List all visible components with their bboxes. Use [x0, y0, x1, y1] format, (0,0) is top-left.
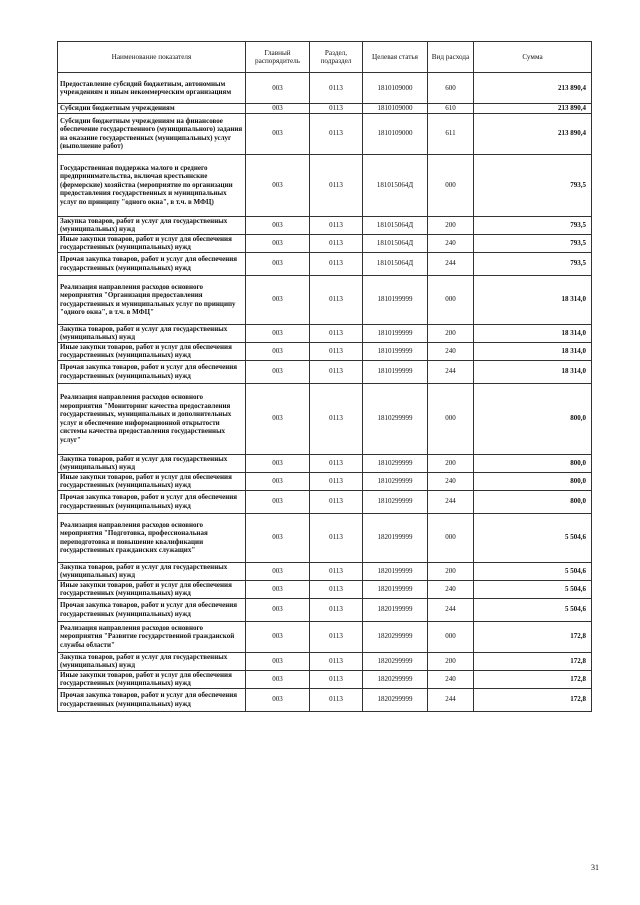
row-name: Закупка товаров, работ и услуг для государственных (муниципальных) нужд: [58, 562, 246, 580]
row-manager: 003: [246, 652, 310, 670]
row-target: 1810299999: [363, 454, 428, 472]
row-section: 0113: [310, 621, 363, 652]
row-manager: 003: [246, 234, 310, 252]
table-row: [58, 580, 592, 598]
row-sum: 793,5: [474, 234, 592, 252]
row-expense: 244: [428, 688, 474, 711]
row-target: 1810199999: [363, 342, 428, 360]
row-sum: 172,8: [474, 670, 592, 688]
row-expense: 000: [428, 383, 474, 454]
row-name: Субсидии бюджетным учреждениям на финансовое обеспечение государственного (муниципального) задания на оказание государственных (муниципальных) услуг (выполнение работ): [58, 113, 246, 154]
row-section: 0113: [310, 598, 363, 621]
row-expense: 244: [428, 598, 474, 621]
row-sum: 800,0: [474, 490, 592, 513]
row-manager: 003: [246, 472, 310, 490]
row-manager: 003: [246, 360, 310, 383]
row-sum: 793,5: [474, 154, 592, 216]
table-row: [58, 234, 592, 252]
row-expense: 611: [428, 113, 474, 154]
row-section: 0113: [310, 275, 363, 324]
row-target: 1820299999: [363, 688, 428, 711]
row-manager: 003: [246, 252, 310, 275]
row-name: Закупка товаров, работ и услуг для государственных (муниципальных) нужд: [58, 652, 246, 670]
table-row: [58, 513, 592, 562]
row-target: 1810199999: [363, 360, 428, 383]
row-manager: 003: [246, 670, 310, 688]
table-row: [58, 562, 592, 580]
table-row: [58, 454, 592, 472]
row-sum: 800,0: [474, 383, 592, 454]
row-manager: 003: [246, 324, 310, 342]
row-name: Закупка товаров, работ и услуг для государственных (муниципальных) нужд: [58, 216, 246, 234]
row-sum: 213 890,4: [474, 73, 592, 104]
row-sum: 5 504,6: [474, 598, 592, 621]
row-section: 0113: [310, 342, 363, 360]
row-target: 1810199999: [363, 275, 428, 324]
table-row: [58, 670, 592, 688]
row-expense: 240: [428, 234, 474, 252]
header-name: Наименование показателя: [58, 42, 246, 73]
row-manager: 003: [246, 275, 310, 324]
row-expense: 000: [428, 513, 474, 562]
row-section: 0113: [310, 113, 363, 154]
row-expense: 240: [428, 670, 474, 688]
row-expense: 244: [428, 360, 474, 383]
row-sum: 213 890,4: [474, 113, 592, 154]
row-name: Реализация направления расходов основного мероприятия "Развитие государственной гражданской службы области": [58, 621, 246, 652]
row-section: 0113: [310, 73, 363, 104]
row-target: 1810199999: [363, 324, 428, 342]
table-row: [58, 652, 592, 670]
row-target: 181015064Д: [363, 252, 428, 275]
row-sum: 793,5: [474, 216, 592, 234]
row-section: 0113: [310, 104, 363, 114]
row-target: 1820299999: [363, 670, 428, 688]
row-name: Прочая закупка товаров, работ и услуг для обеспечения государственных (муниципальных) нужд: [58, 490, 246, 513]
row-name: Реализация направления расходов основного мероприятия "Мониторинг качества предоставления государственных, муниципальных и дополнительных услуг и обеспечение информационной открытости системы качества предоставления государственных услуг": [58, 383, 246, 454]
table-row: [58, 598, 592, 621]
row-sum: 213 890,4: [474, 104, 592, 114]
row-section: 0113: [310, 580, 363, 598]
row-target: 1820299999: [363, 652, 428, 670]
row-section: 0113: [310, 252, 363, 275]
header-expense: Вид расхода: [428, 42, 474, 73]
row-sum: 18 314,0: [474, 342, 592, 360]
row-section: 0113: [310, 490, 363, 513]
row-sum: 18 314,0: [474, 324, 592, 342]
row-manager: 003: [246, 73, 310, 104]
row-section: 0113: [310, 324, 363, 342]
row-sum: 172,8: [474, 621, 592, 652]
row-section: 0113: [310, 513, 363, 562]
row-sum: 172,8: [474, 652, 592, 670]
table-row: [58, 113, 592, 154]
row-name: Иные закупки товаров, работ и услуг для обеспечения государственных (муниципальных) нужд: [58, 472, 246, 490]
row-expense: 240: [428, 472, 474, 490]
row-target: 1820199999: [363, 598, 428, 621]
row-section: 0113: [310, 383, 363, 454]
table-row: [58, 104, 592, 114]
row-sum: 5 504,6: [474, 580, 592, 598]
table-row: [58, 252, 592, 275]
row-sum: 800,0: [474, 472, 592, 490]
row-name: Предоставление субсидий бюджетным, автономным учреждениям и иным некоммерческим организациям: [58, 73, 246, 104]
row-section: 0113: [310, 360, 363, 383]
table-row: [58, 154, 592, 216]
row-section: 0113: [310, 234, 363, 252]
row-manager: 003: [246, 598, 310, 621]
row-name: Иные закупки товаров, работ и услуг для обеспечения государственных (муниципальных) нужд: [58, 342, 246, 360]
row-target: 1810109000: [363, 104, 428, 114]
header-sum: Сумма: [474, 42, 592, 73]
row-expense: 000: [428, 621, 474, 652]
row-name: Прочая закупка товаров, работ и услуг для обеспечения государственных (муниципальных) нужд: [58, 598, 246, 621]
row-target: 1820199999: [363, 562, 428, 580]
row-target: 1810109000: [363, 113, 428, 154]
row-manager: 003: [246, 513, 310, 562]
row-sum: 18 314,0: [474, 275, 592, 324]
row-name: Прочая закупка товаров, работ и услуг для обеспечения государственных (муниципальных) нужд: [58, 252, 246, 275]
row-expense: 200: [428, 324, 474, 342]
page-number: 31: [591, 863, 599, 872]
row-manager: 003: [246, 342, 310, 360]
header-section: Раздел, подраздел: [310, 42, 363, 73]
row-name: Закупка товаров, работ и услуг для государственных (муниципальных) нужд: [58, 324, 246, 342]
row-section: 0113: [310, 216, 363, 234]
row-section: 0113: [310, 154, 363, 216]
row-manager: 003: [246, 621, 310, 652]
row-manager: 003: [246, 104, 310, 114]
row-manager: 003: [246, 113, 310, 154]
row-manager: 003: [246, 562, 310, 580]
row-target: 181015064Д: [363, 234, 428, 252]
row-target: 1810299999: [363, 472, 428, 490]
row-expense: 244: [428, 252, 474, 275]
row-expense: 610: [428, 104, 474, 114]
row-expense: 000: [428, 275, 474, 324]
table-row: [58, 383, 592, 454]
row-section: 0113: [310, 562, 363, 580]
budget-table: [57, 41, 592, 712]
row-target: 181015064Д: [363, 154, 428, 216]
row-expense: 240: [428, 342, 474, 360]
row-target: 1810299999: [363, 383, 428, 454]
table-row: [58, 688, 592, 711]
table-header-row: [58, 42, 592, 73]
row-name: Субсидии бюджетным учреждениям: [58, 104, 246, 114]
row-name: Прочая закупка товаров, работ и услуг для обеспечения государственных (муниципальных) нужд: [58, 688, 246, 711]
row-sum: 793,5: [474, 252, 592, 275]
row-sum: 5 504,6: [474, 562, 592, 580]
row-target: 1810299999: [363, 490, 428, 513]
row-expense: 240: [428, 580, 474, 598]
row-manager: 003: [246, 383, 310, 454]
row-name: Прочая закупка товаров, работ и услуг для обеспечения государственных (муниципальных) нужд: [58, 360, 246, 383]
row-sum: 5 504,6: [474, 513, 592, 562]
row-expense: 600: [428, 73, 474, 104]
row-expense: 244: [428, 490, 474, 513]
row-section: 0113: [310, 652, 363, 670]
row-manager: 003: [246, 216, 310, 234]
table-row: [58, 216, 592, 234]
row-expense: 200: [428, 216, 474, 234]
row-expense: 200: [428, 652, 474, 670]
row-section: 0113: [310, 688, 363, 711]
row-manager: 003: [246, 580, 310, 598]
table-row: [58, 275, 592, 324]
row-manager: 003: [246, 490, 310, 513]
row-section: 0113: [310, 472, 363, 490]
row-section: 0113: [310, 670, 363, 688]
row-manager: 003: [246, 454, 310, 472]
row-target: 181015064Д: [363, 216, 428, 234]
row-target: 1810109000: [363, 73, 428, 104]
table-row: [58, 73, 592, 104]
table-row: [58, 621, 592, 652]
table-row: [58, 360, 592, 383]
row-name: Государственная поддержка малого и среднего предпринимательства, включая крестьянские (фермерские) хозяйства (мероприятие по организации предоставления государственных и муниципальных услуг по принципу "одного окна", в т.ч. в МФЦ): [58, 154, 246, 216]
row-target: 1820199999: [363, 513, 428, 562]
row-name: Иные закупки товаров, работ и услуг для обеспечения государственных (муниципальных) нужд: [58, 580, 246, 598]
row-name: Реализация направления расходов основного мероприятия "Подготовка, профессиональная переподготовка и повышение квалификации государственных гражданских служащих": [58, 513, 246, 562]
table-row: [58, 342, 592, 360]
row-target: 1820299999: [363, 621, 428, 652]
row-manager: 003: [246, 154, 310, 216]
row-name: Закупка товаров, работ и услуг для государственных (муниципальных) нужд: [58, 454, 246, 472]
row-target: 1820199999: [363, 580, 428, 598]
header-target: Целевая статья: [363, 42, 428, 73]
row-section: 0113: [310, 454, 363, 472]
row-expense: 200: [428, 454, 474, 472]
row-expense: 200: [428, 562, 474, 580]
row-manager: 003: [246, 688, 310, 711]
row-name: Реализация направления расходов основного мероприятия "Организация предоставления государственных и муниципальных услуг по принципу "одного окна", в т.ч. в МФЦ": [58, 275, 246, 324]
row-sum: 800,0: [474, 454, 592, 472]
row-name: Иные закупки товаров, работ и услуг для обеспечения государственных (муниципальных) нужд: [58, 670, 246, 688]
row-sum: 18 314,0: [474, 360, 592, 383]
header-manager: Главный распорядитель: [246, 42, 310, 73]
row-name: Иные закупки товаров, работ и услуг для обеспечения государственных (муниципальных) нужд: [58, 234, 246, 252]
row-expense: 000: [428, 154, 474, 216]
table-row: [58, 324, 592, 342]
row-sum: 172,8: [474, 688, 592, 711]
table-row: [58, 472, 592, 490]
table-row: [58, 490, 592, 513]
